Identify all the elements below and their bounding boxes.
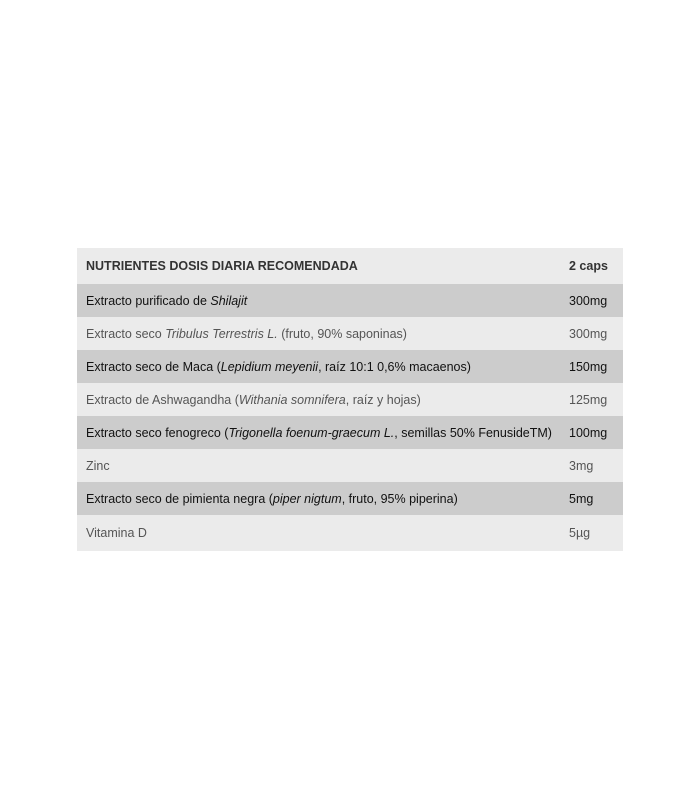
table-body [77, 284, 623, 551]
nutrient-name-text: Extracto seco fenogreco ( [86, 425, 229, 440]
nutrient-name-text: Extracto de Ashwagandha ( [86, 392, 239, 407]
nutrient-dose: 300mg [569, 284, 623, 317]
nutrient-latin-name: Shilajit [210, 293, 248, 308]
nutrient-dose: 3mg [569, 449, 623, 482]
header-nutrients: NUTRIENTES DOSIS DIARIA RECOMENDADA [77, 248, 569, 284]
nutrient-name [77, 416, 569, 449]
table-row [77, 284, 623, 317]
table-row [77, 449, 623, 482]
nutrient-dose: 300mg [569, 317, 623, 350]
nutrient-dose: 5µg [569, 515, 623, 551]
nutrient-name-detail: , raíz 10:1 0,6% macaenos) [318, 359, 471, 374]
nutrient-dose: 125mg [569, 383, 623, 416]
nutrient-name-text: Zinc [86, 458, 110, 473]
table-header-row [77, 248, 623, 284]
nutrient-latin-name: Tribulus Terrestris L. [165, 326, 278, 341]
nutrition-table [77, 248, 623, 551]
table-row [77, 317, 623, 350]
nutrient-name-detail: , fruto, 95% piperina) [341, 491, 458, 506]
nutrient-dose: 100mg [569, 416, 623, 449]
nutrient-name-detail: (fruto, 90% saponinas) [277, 326, 407, 341]
table-row [77, 350, 623, 383]
nutrient-name-detail: , raíz y hojas) [345, 392, 421, 407]
nutrient-name-text: Extracto purificado de [86, 293, 211, 308]
nutrient-latin-name: Lepidium meyenii [220, 359, 319, 374]
nutrient-latin-name: Withania somnifera [238, 392, 346, 407]
nutrient-name-detail: , semillas 50% FenusideTM) [394, 425, 552, 440]
nutrient-latin-name: Trigonella foenum-graecum L. [228, 425, 395, 440]
table-row [77, 383, 623, 416]
nutrient-name [77, 482, 569, 515]
nutrient-name-text: Extracto seco de pimienta negra ( [86, 491, 273, 506]
nutrient-name [77, 515, 569, 551]
nutrient-name [77, 317, 569, 350]
nutrient-name-text: Extracto seco de Maca ( [86, 359, 221, 374]
nutrient-name-text: Extracto seco [86, 326, 166, 341]
nutrient-dose: 5mg [569, 482, 623, 515]
header-dose: 2 caps [569, 248, 623, 284]
table-row [77, 515, 623, 551]
nutrient-latin-name: piper nigtum [272, 491, 342, 506]
table-header [77, 248, 623, 284]
table-row [77, 416, 623, 449]
nutrient-name [77, 383, 569, 416]
nutrient-name-text: Vitamina D [86, 526, 147, 540]
nutrient-name [77, 350, 569, 383]
nutrient-name [77, 449, 569, 482]
nutrient-name [77, 284, 569, 317]
table-row [77, 482, 623, 515]
nutrient-dose: 150mg [569, 350, 623, 383]
